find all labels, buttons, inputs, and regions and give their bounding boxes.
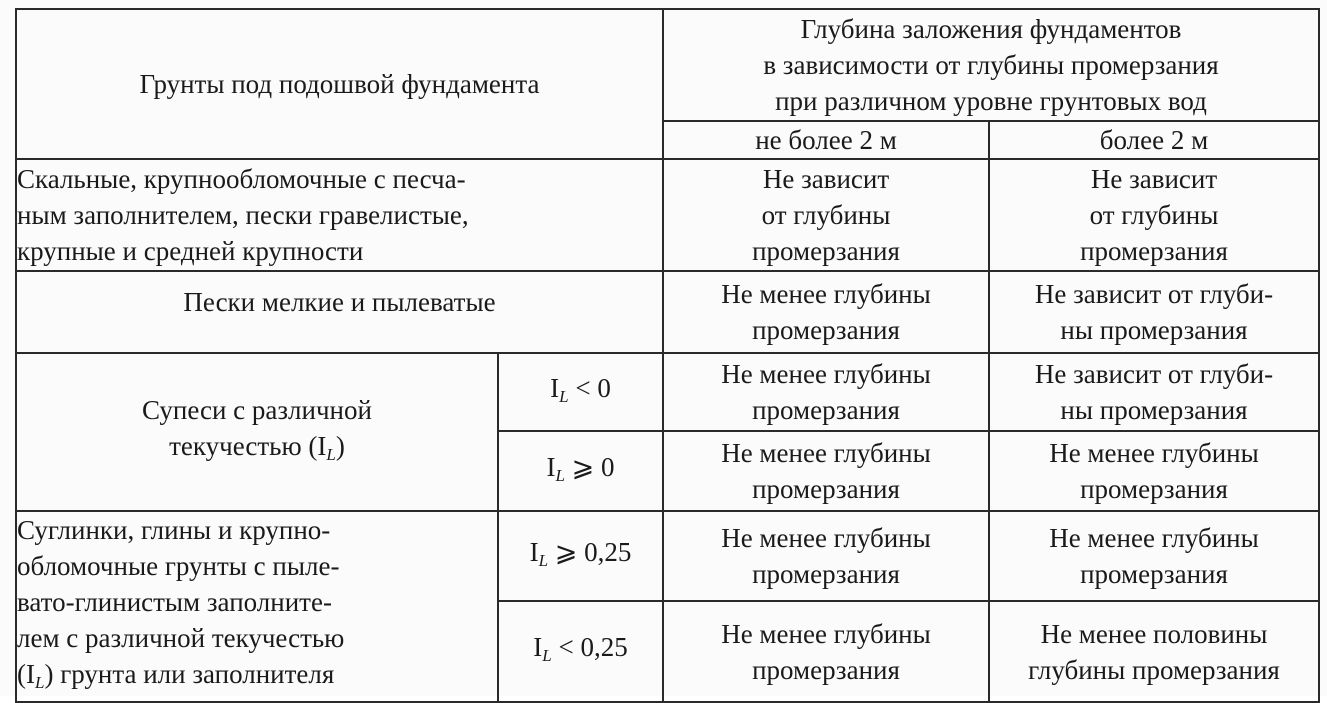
depth-line: Не менее глубины [721, 438, 931, 468]
depth-line: промерзания [1080, 236, 1228, 266]
header-depth-line: Глубина заложения фундаментов [800, 14, 1182, 44]
depth-line: от глубины [1089, 200, 1219, 230]
foundation-depth-table [15, 8, 1320, 703]
depth-gt2-cell [989, 159, 1319, 271]
condition-cell [498, 431, 663, 511]
depth-line: промерзания [1080, 559, 1228, 590]
depth-line: промерзания [752, 654, 900, 685]
depth-line: Не зависит от глуби- [1034, 279, 1274, 309]
condition-cell [498, 511, 663, 601]
soil-line-suffix: ) грунта или заполнителя [44, 659, 335, 689]
subscript-l: L [559, 386, 569, 406]
depth-line: от глубины [761, 200, 891, 230]
subscript-l: L [555, 465, 565, 485]
subscript-l: L [326, 444, 336, 464]
depth-line: ны промерзания [1060, 315, 1248, 345]
depth-le2-cell [663, 431, 989, 511]
header-le2-label: не более 2 м [755, 125, 897, 155]
depth-le2-cell [663, 353, 989, 431]
header-gt2-label: более 2 м [1099, 125, 1209, 155]
liquidity-symbol: I [546, 451, 556, 482]
depth-line: промерзания [752, 559, 900, 590]
soil-line: Супеси с различной [142, 394, 372, 425]
depth-le2-cell [663, 511, 989, 601]
subscript-l: L [538, 550, 549, 570]
soil-cell [16, 353, 498, 511]
depth-gt2-cell [989, 271, 1319, 353]
depth-line: промерзания [752, 236, 900, 266]
soil-line: крупные и средней крупности [17, 236, 364, 266]
condition-cell [498, 601, 663, 702]
soil-line: ным заполнителем, пески гравелистые, [17, 200, 469, 230]
header-soil-cell [16, 9, 663, 159]
depth-le2-cell [663, 271, 989, 353]
depth-line: Не менее глубины [721, 359, 931, 389]
soil-line: вато-глинистым заполните- [17, 587, 332, 617]
header-soil-label: Грунты под подошвой фундамента [139, 69, 540, 99]
depth-line: ны промерзания [1060, 395, 1248, 425]
soil-line: Суглинки, глины и крупно- [17, 515, 331, 545]
header-col-gt2 [989, 121, 1319, 159]
depth-line: Не менее глубины [721, 279, 931, 309]
header-row [16, 9, 1319, 121]
header-depth-group-cell [663, 9, 1319, 121]
depth-line: Не зависит от глуби- [1034, 359, 1274, 389]
depth-gt2-cell [989, 353, 1319, 431]
liquidity-symbol: I [529, 536, 539, 567]
liquidity-symbol: I [533, 632, 543, 663]
depth-gt2-cell [989, 511, 1319, 601]
soil-suffix: ) [335, 430, 345, 461]
condition-relation: < 0 [568, 372, 611, 403]
condition-cell [498, 353, 663, 431]
condition-relation: ⩾ 0 [564, 451, 615, 482]
depth-line: промерзания [1080, 474, 1228, 504]
depth-line: Не менее глубины [1049, 523, 1259, 554]
condition-relation: ⩾ 0,25 [548, 536, 632, 567]
depth-line: Не менее глубины [721, 618, 931, 649]
depth-le2-cell [663, 601, 989, 702]
depth-line: промерзания [752, 474, 900, 504]
subscript-l: L [34, 673, 45, 692]
table-row [16, 159, 1319, 271]
header-depth-line: при различном уровне грунтовых вод [775, 86, 1207, 116]
liquidity-symbol: I [550, 372, 560, 403]
condition-relation: < 0,25 [551, 632, 628, 663]
depth-line: Не зависит [762, 164, 890, 194]
depth-line: промерзания [752, 315, 900, 345]
soil-line-prefix: (I [17, 659, 35, 689]
header-depth-line: в зависимости от глубины промерзания [763, 50, 1219, 80]
soil-text: Пески мелкие и пылеватые [183, 287, 496, 317]
table-row [16, 271, 1319, 353]
subscript-l: L [542, 646, 552, 666]
header-col-le2 [663, 121, 989, 159]
depth-line: промерзания [752, 395, 900, 425]
soil-cell [16, 511, 498, 702]
soil-line: Скальные, крупнообломочные с песча- [17, 164, 466, 194]
soil-line: лем с различной текучестью [17, 623, 345, 653]
depth-line: Не менее половины [1040, 618, 1268, 649]
soil-line: обломочные грунты с пыле- [17, 551, 340, 581]
depth-gt2-cell [989, 431, 1319, 511]
table-row [16, 353, 1319, 431]
soil-line: текучестью (I [169, 430, 327, 461]
soil-cell [16, 159, 663, 271]
soil-cell [16, 271, 663, 353]
depth-line: Не менее глубины [721, 523, 931, 554]
depth-le2-cell [663, 159, 989, 271]
depth-gt2-cell [989, 601, 1319, 702]
depth-line: глубины промерзания [1028, 654, 1280, 685]
depth-line: Не зависит [1090, 164, 1218, 194]
depth-line: Не менее глубины [1049, 438, 1259, 468]
table-row [16, 511, 1319, 601]
